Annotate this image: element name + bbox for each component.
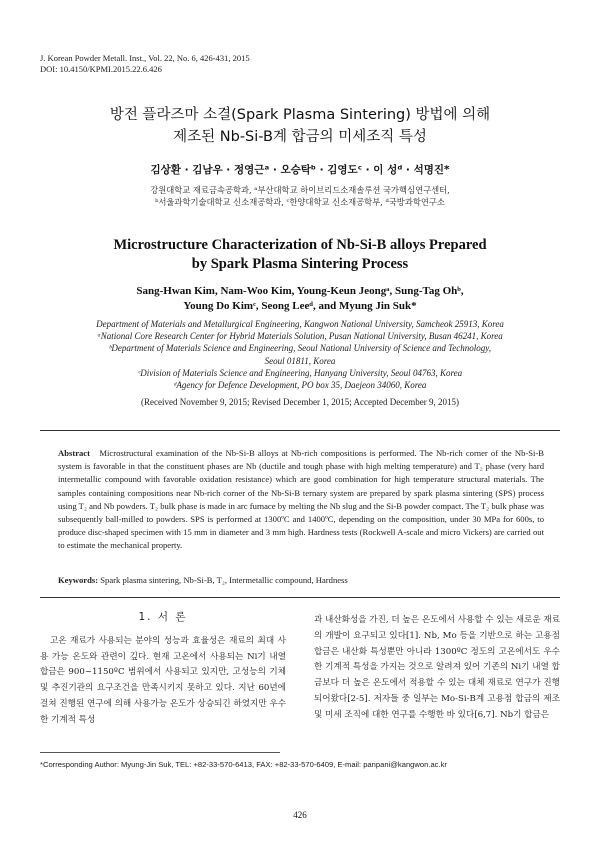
affiliation-line: Department of Materials and Metallurgical Engineering, Kangwon National University, Samcheok 25913, Korea (96, 319, 504, 329)
abstract-label: Abstract (58, 448, 90, 458)
korean-title-line2: 제조된 Nb-Si-B계 합금의 미세조직 특성 (173, 129, 427, 145)
divider-bottom (40, 597, 560, 598)
affiliation-line: ᵃNational Core Research Center for Hybrid Materials Solution, Pusan National University, Busan 46241, Korea (97, 331, 503, 342)
korean-authors: 김상환 · 김남우 · 정영근ᵃ · 오승탁ᵇ · 김영도ᶜ · 이 성ᵈ · 석명진* (150, 164, 450, 176)
korean-title (40, 104, 560, 148)
keywords-label: Keywords: (58, 575, 99, 585)
affiliation-line: ᵇDepartment of Materials Science and Engineering, Seoul National University of Science and Technology, (108, 343, 492, 354)
korean-affiliation-line2: ᵇ서울과학기술대학교 신소재공학과, ᶜ한양대학교 신소재공학부, ᵈ국방과학연구소 (155, 197, 445, 207)
korean-affiliation-line1: 강원대학교 재료금속공학과, ᵃ부산대학교 하이브리드소재솔루션 국가핵심연구센터, (150, 185, 450, 195)
keywords-text: Spark plasma sintering, Nb-Si-B, T₂, Intermetallic compound, Hardness (100, 575, 348, 585)
body-column-left (40, 610, 286, 729)
keywords (58, 575, 348, 585)
received-dates: (Received November 9, 2015; Revised December 1, 2015; Accepted December 9, 2015) (141, 397, 459, 407)
english-title-line2: by Spark Plasma Sintering Process (191, 256, 409, 272)
abstract-text: Microstructural examination of the Nb-Si-B alloys at Nb-rich compositions is performed. The Nb-rich corner of the Nb-Si-B system is favorable in that the constituent phases are Nb (ductile and tough phase with high melting temperature) and T₂ phase (very hard intermetallic compound with favorable oxidation resistance) which are good combination for high temperature structural materials. The samples containing compositions near Nb-rich corner of the Nb-Si-B ternary system are prepared by spark plasma sintering (SPS) process using T₂ and Nb powders. T₂ bulk phase is made in arc furnace by melting the Nb slug and the Si-B powder compact. The T₂ bulk phase was subsequently ball-milled to powders. SPS is performed at 1300ºC and 1400ºC, depending on the composition, under 30 MPa for 600s, to produce disc-shaped specimen with 15 mm in diameter and 3 mm high. Hardness tests (Rockwell A-scale and micro Vickers) are carried out to estimate the mechanical property. (58, 448, 544, 551)
english-authors (40, 284, 560, 314)
body-text-left: 고온 재료가 사용되는 분야의 성능과 효율성은 재료의 최대 사용 가능 온도와 관련이 깊다. 현재 고온에서 사용되는 Ni기 내열 합금은 900~1150ºC 범위에서 사용되고 있지만, 고성능의 기체 및 추진기관의 요구조건을 만족시키지 못하고 있다. 지난 60년에 걸쳐 진행된 연구에 의해 사용가능 온도가 상승되긴 하였지만 우수한 기계적 특성 (40, 635, 286, 725)
section-heading: 1. 서 론 (138, 611, 188, 623)
footnote-rule (40, 752, 280, 753)
english-authors-line1: Sang-Hwan Kim, Nam-Woo Kim, Young-Keun Jeongᵃ, Sung-Tag Ohᵇ, (136, 285, 464, 297)
divider-top (40, 430, 560, 431)
page-number: 426 (293, 810, 307, 820)
english-affiliations (40, 318, 560, 391)
journal-citation: J. Korean Powder Metall. Inst., Vol. 22, No. 6, 426-431, 2015 (40, 53, 250, 63)
korean-title-line1: 방전 플라즈마 소결(Spark Plasma Sintering) 방법에 의해 (109, 107, 491, 123)
affiliation-line: Seoul 01811, Korea (264, 355, 336, 366)
body-text-right: 과 내산화성을 가진, 더 높은 온도에서 사용할 수 있는 새로운 재료의 개발이 요구되고 있다[1]. Nb, Mo 등을 기반으로 하는 고용점 합금은 내산화 특성뿐만 아니라 1300ºC 정도의 고온에서도 우수한 기계적 특성을 가지는 것으로 알려져 있어 기존의 Ni기 내열 합금보다 더 높은 온도에서 적용할 수 있는 대체 재료로 연구가 진행 되어왔다[2-5]. 저자들 중 일부는 Mo-Si-B계 고용점 합금의 제조 및 미세 조직에 대한 연구를 수행한 바 있다[6,7]. Nb기 합금은 (314, 615, 560, 720)
english-title-line1: Microstructure Characterization of Nb-Si-B alloys Prepared (113, 237, 487, 253)
doi: DOI: 10.4150/KPMI.2015.22.6.426 (40, 64, 162, 74)
body-column-right (314, 613, 560, 724)
korean-affiliations (40, 184, 560, 208)
corresponding-author-footnote: *Corresponding Author: Myung-Jin Suk, TEL: +82-33-570-6413, FAX: +82-33-570-6409, E-mail: panpani@kangwon.ac.kr (40, 760, 447, 769)
english-authors-line2: Young Do Kimᶜ, Seong Leeᵈ, and Myung Jin Suk* (183, 300, 417, 312)
abstract (58, 447, 544, 553)
affiliation-line: ᶜDivision of Materials Science and Engineering, Hanyang University, Seoul 04763, Korea (137, 367, 463, 378)
english-title (40, 236, 560, 274)
journal-header (40, 53, 250, 75)
affiliation-line: ᵈAgency for Defence Development, PO box 35, Daejeon 34060, Korea (173, 380, 427, 391)
